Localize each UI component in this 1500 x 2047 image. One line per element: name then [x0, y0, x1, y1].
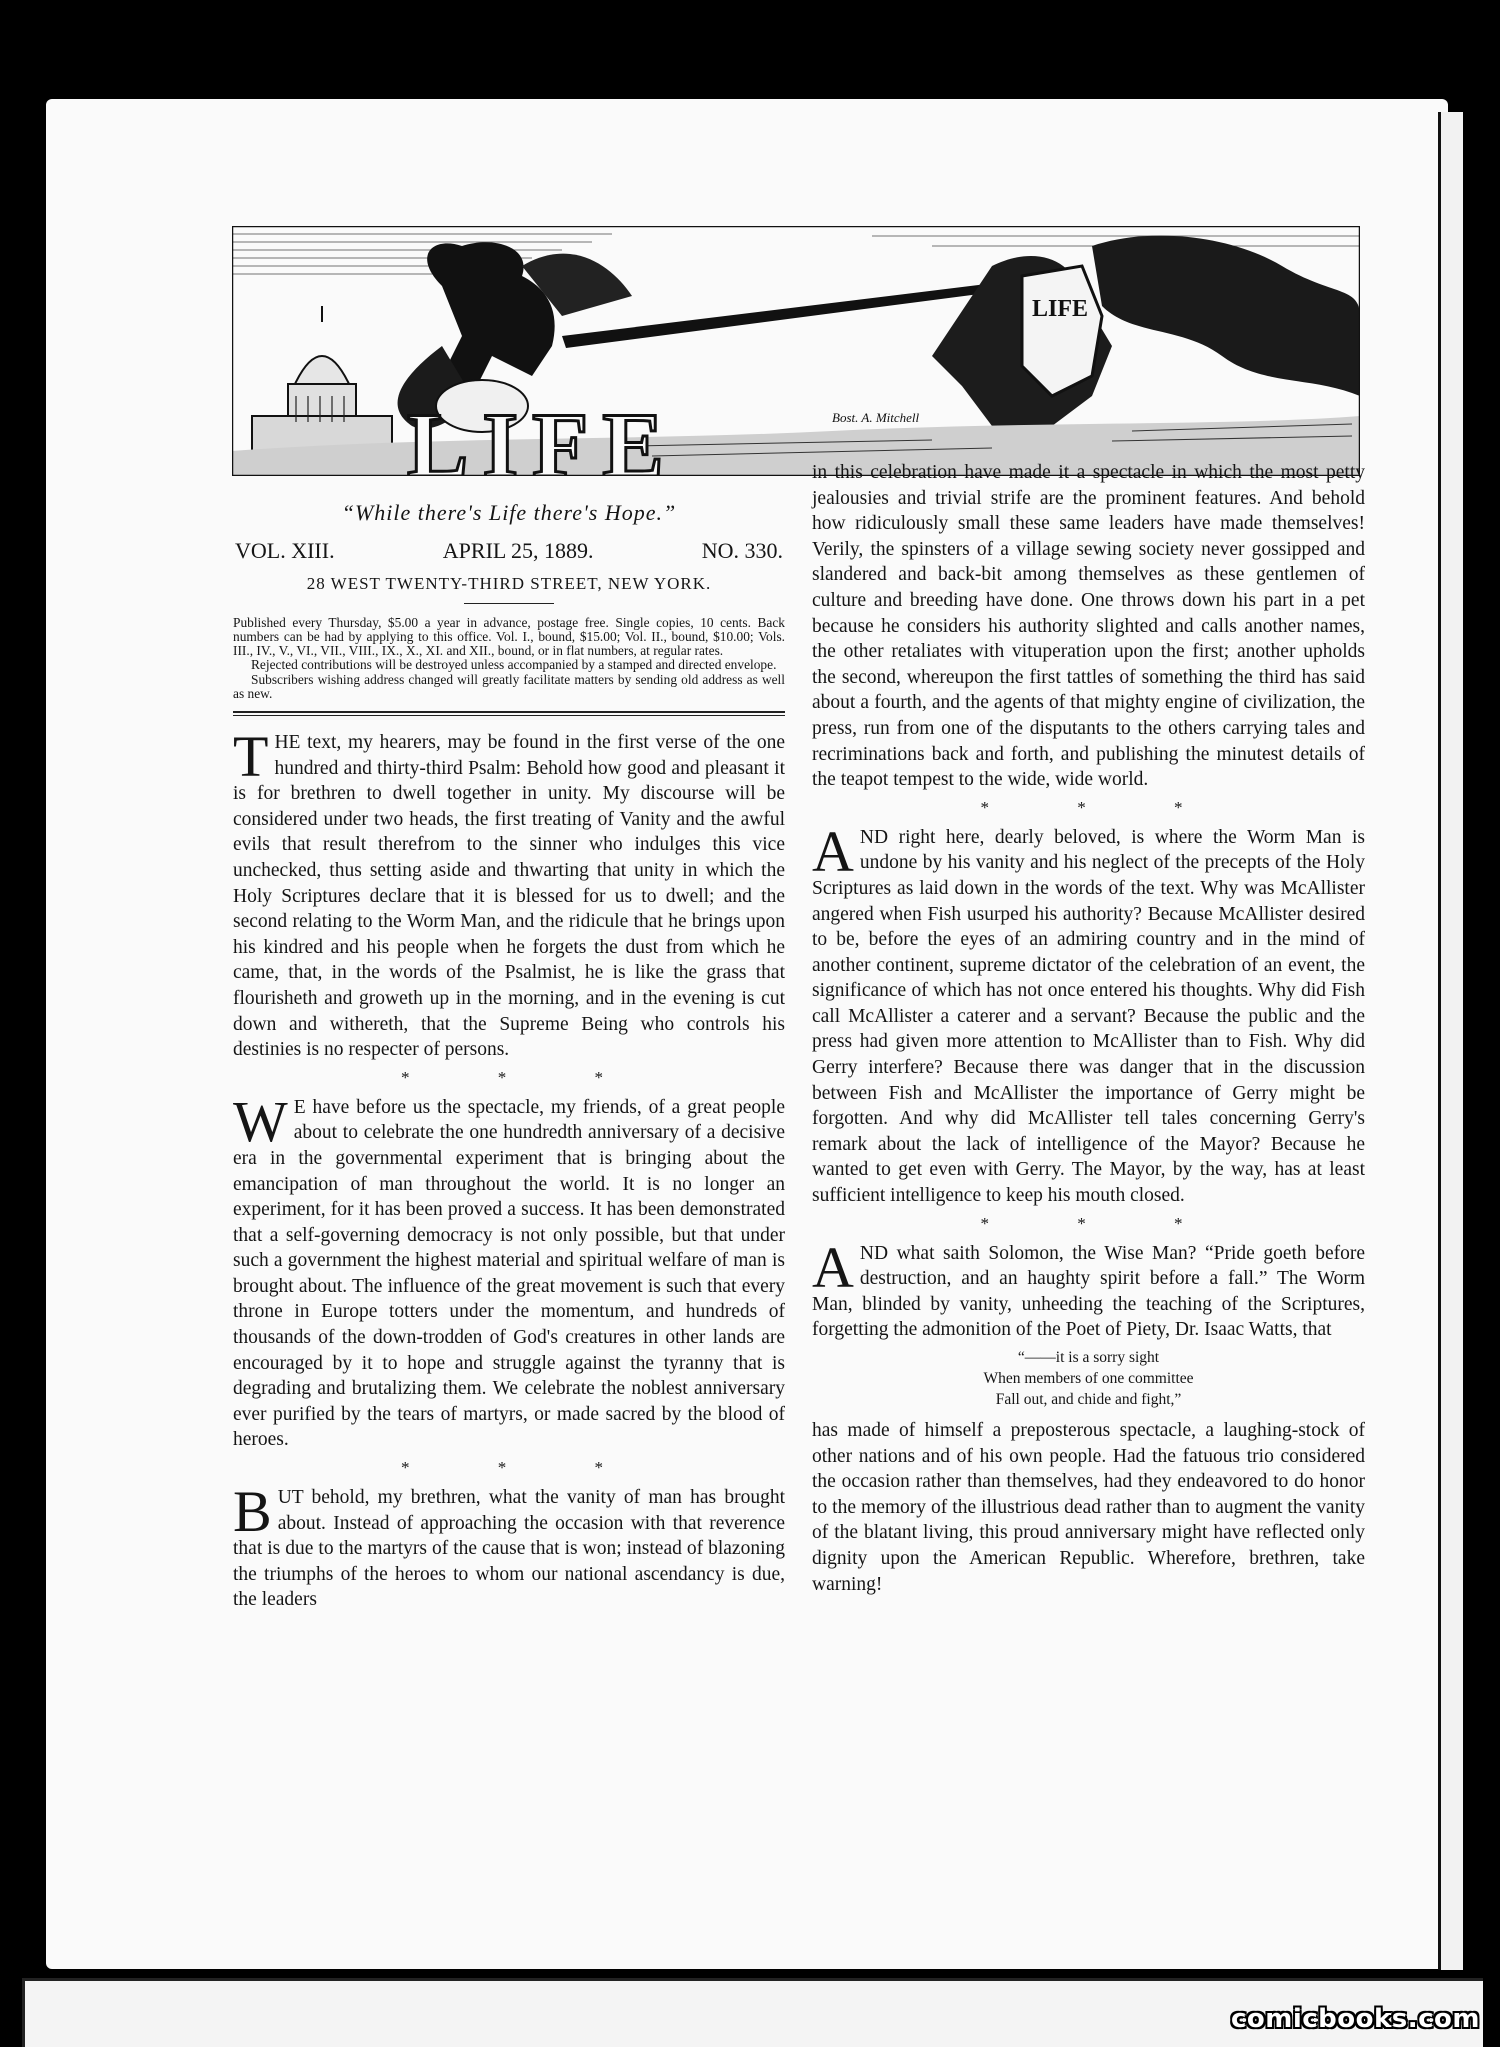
section-break: * * * — [401, 1067, 645, 1087]
shield-title: LIFE — [1032, 296, 1089, 322]
paragraph-5: AND what saith Solomon, the Wise Man? “Pride goeth before destruction, and an haughty spirit before a fall.” The Worm Man, blinded by vanity, unheeding the teaching of the Scriptures, forgetting the admonition of the Poet of Piety, Dr. Isaac Watts, that — [812, 1234, 1365, 1341]
drop-cap: A — [812, 1234, 854, 1300]
paragraph-4: AND right here, dearly beloved, is where the Worm Man is undone by his vanity and his neglect of the precepts of the Holy Scriptures as laid down in the words of the text. Why was McAllister angered when Fish usurped his authority? Because McAllister desired to be, before the eyes of an admiring country and in the mind of another continent, supreme dictator of the celebration of an event, the significance of which has not once entered his thoughts. Why did Fish call McAllister a caterer and a servant? Because the public and the press had given more attention to McAllister than to Fish. Why did Gerry interfere? Because there was danger that in the discussion between Fish and McAllister the importance of Gerry might be forgotten. And why did McAllister tell tales concerning Gerry's remark about the lack of intelligence of the Mayor? Because he wanted to get even with Gerry. The Mayor, by the way, has at least sufficient intelligence to keep his mouth closed. — [812, 818, 1365, 1207]
verse-line: Fall out, and chide and fight,” — [995, 1391, 1182, 1408]
artist-signature: Bost. A. Mitchell — [832, 410, 920, 425]
publication-notice — [233, 616, 785, 701]
drop-cap: T — [233, 724, 269, 789]
notice-address-change: Subscribers wishing address changed will greatly facilitate matters by sending old address as well as new. — [233, 671, 785, 701]
magazine-title: LIFE — [407, 394, 678, 476]
paragraph-2: W E have before us the spectacle, my friends, of a great people about to celebrate the one hundredth anniversary of a decisive era in the governmental experiment that is bringing about the emancipation of man throughout the world. It is no longer an experiment, for it has been proved a success. It has been demonstrated that a self-governing democracy is not only possible, but that under such a government the highest material and spiritual welfare of man is brought about. The influence of the great movement is such that every throne in Europe totters under the momentum, and hundreds of thousands of the down-trodden of God's creatures in other lands are encouraged by it to hope and struggle against the tyranny that is degrading and brutalizing them. We celebrate the noblest anniversary ever purified by the tears of martyrs, or made sacred by the blood of heroes. — [233, 1088, 785, 1451]
paragraph-3: BUT behold, my brethren, what the vanity of man has brought about. Instead of approaching the occasion with that reverence that is due to the martyrs of the cause that is won; instead of blazoning the triumphs of the heroes to whom our national ascendancy is due, the leaders — [233, 1479, 785, 1611]
verse-line: When members of one committee — [983, 1370, 1194, 1387]
masthead-illustration — [232, 226, 1360, 476]
volume: VOL. XIII. — [235, 537, 335, 563]
left-column — [233, 500, 785, 1613]
section-break: * * * — [401, 1458, 645, 1478]
section-break: * * * — [980, 1213, 1225, 1233]
paragraph-3-continued: in this celebration have made it a spectacle in which the most petty jealousies and trivial strife are the prominent features. And behold how ridiculously small these same leaders have made themselves! Verily, the spinsters of a village sewing society never gossipped and slandered and back-bit among themselves as these gentlemen of culture and breeding have done. One throws down his part in a pet because he considers his authority slighted and calls another names, the other retaliates with vituperation upon the first; another upholds the second, whereupon the first tattles of something the third has said about a fourth, and the agents of that mighty engine of civilization, the press, run from one of the disputants to the others carrying tales and recriminations back and forth, and publishing the minutest details of the teapot tempest to the wide, wide world. — [812, 462, 1365, 791]
issue-line — [235, 538, 783, 564]
drop-cap: B — [233, 1479, 272, 1545]
masthead-engraving — [232, 226, 1360, 476]
site-watermark: comicbooks.com — [1230, 2004, 1480, 2034]
verse-line: “——it is a sorry sight — [1017, 1349, 1160, 1366]
section-break: * * * — [980, 797, 1225, 817]
divider — [464, 603, 554, 604]
adjacent-page-edge — [1438, 112, 1463, 1970]
drop-cap: W — [233, 1088, 288, 1154]
office-address: 28 WEST TWENTY-THIRD STREET, NEW YORK. — [306, 574, 712, 594]
paragraph-6: has made of himself a preposterous spectacle, a laughing-stock of other nations and of his own people. Had the fatuous trio considered the occasion rather than themselves, had they endeavored to do honor to the memory of the illustrious dead rather than to augment the vanity of the blatant living, this proud anniversary might have reflected only dignity upon the American Republic. Wherefore, brethren, take warning! — [812, 1420, 1365, 1595]
issue-date: APRIL 25, 1889. — [442, 537, 594, 563]
section-divider — [233, 711, 785, 716]
right-column — [812, 460, 1365, 1597]
drop-cap: A — [812, 818, 854, 884]
quoted-verse — [812, 1347, 1365, 1410]
motto: “While there's Life there's Hope.” — [341, 500, 677, 525]
issue-number: NO. 330. — [701, 537, 783, 563]
notice-subscription: Published every Thursday, $5.00 a year in advance, postage free. Single copies, 10 cents. Back numbers can be had by applying to this office. Vol. I., bound, $15.00; Vol. II., bound, $10.00; Vols. III., IV., V., VI., VII., VIII., IX., X., XI. and XII., bound, or in flat numbers, at regular rates. — [233, 614, 785, 659]
paragraph-1: THE text, my hearers, may be found in the first verse of the one hundred and thirty-third Psalm: Behold how good and pleasant it is for brethren to dwell together in unity. My discourse will be considered under two heads, the first treating of Vanity and the awful evils that result therefrom to the sinner who indulges this vice unchecked, thus setting aside and thwarting that unity in which the Holy Scriptures declare that it is blessed for us to dwell; and the second relating to the Worm Man, and the ridicule that he brings upon his kindred and his people when he forgets the dust from which he came, that, in the words of the Psalmist, he is like the grass that flourisheth and groweth up in the morning, and in the evening is cut down and withereth, that the Supreme Being who controls his destinies is no respecter of persons. — [233, 724, 785, 1061]
notice-contributions: Rejected contributions will be destroyed unless accompanied by a stamped and directed envelope. — [251, 657, 777, 673]
